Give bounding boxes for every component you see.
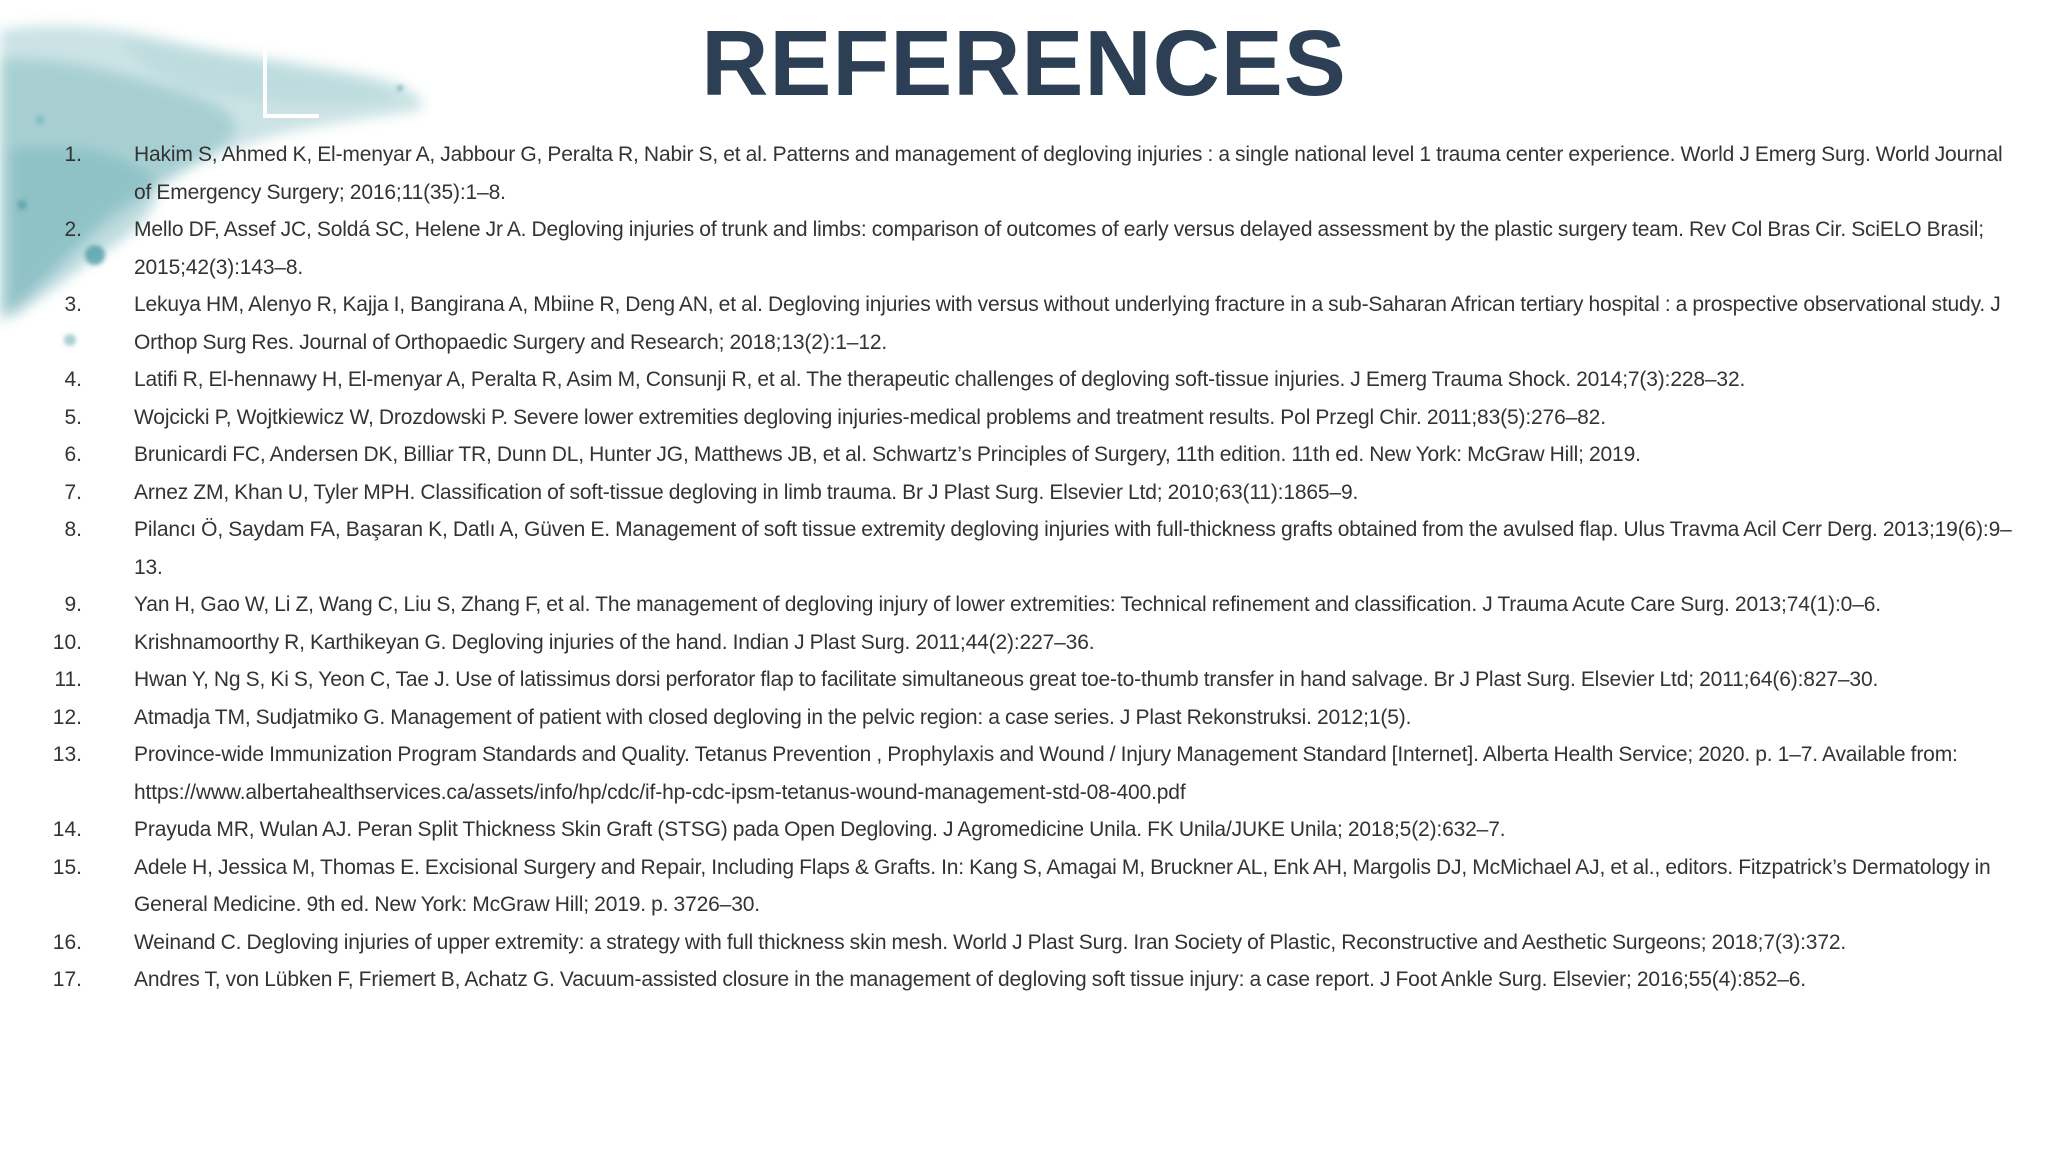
reference-item — [0, 924, 2048, 962]
reference-number: 8. — [64, 518, 82, 541]
reference-text: Wojcicki P, Wojtkiewicz W, Drozdowski P. Severe lower extremities degloving injuries-medical problems and treatment results. Pol Przegl Chir. 2011;83(5):276–82. — [134, 405, 1606, 429]
reference-number: 5. — [64, 405, 82, 429]
reference-text: Yan H, Gao W, Li Z, Wang C, Liu S, Zhang F, et al. The management of degloving injury of lower extremities: Technical refinement and classification. J Trauma Acute Care Surg. 2013;74(1):0–6. — [134, 593, 1881, 616]
reference-item — [0, 699, 2048, 737]
reference-number: 9. — [64, 593, 82, 616]
page-title: REFERENCES — [701, 11, 1347, 115]
reference-text: Latifi R, El-hennawy H, El-menyar A, Peralta R, Asim M, Consunji R, et al. The therapeutic challenges of degloving soft-tissue injuries. J Emerg Trauma Shock. 2014;7(3):228–32. — [134, 368, 1746, 391]
reference-item — [0, 624, 2048, 662]
reference-number: 11. — [54, 668, 82, 691]
reference-number: 3. — [64, 293, 82, 316]
reference-item — [0, 136, 2048, 211]
reference-number: 7. — [64, 480, 82, 504]
reference-item — [0, 661, 2048, 699]
reference-item — [0, 474, 2048, 512]
reference-text: Weinand C. Degloving injuries of upper extremity: a strategy with full thickness skin mesh. World J Plast Surg. Iran Society of Plastic, Reconstructive and Aesthetic Surgeons; 2018;7(3):372. — [134, 930, 1847, 954]
reference-number: 1. — [64, 143, 82, 166]
reference-text: Prayuda MR, Wulan AJ. Peran Split Thickness Skin Graft (STSG) pada Open Degloving. J Agromedicine Unila. FK Unila/JUKE Unila; 2018;5(2):632–7. — [134, 818, 1506, 841]
reference-text: Mello DF, Assef JC, Soldá SC, Helene Jr A. Degloving injuries of trunk and limbs: comparison of outcomes of early versus delayed assessment by the plastic surgery team. Rev Col Bras Cir. SciELO Brasil; 2015;42(3):143–8. — [134, 218, 1984, 279]
reference-number: 17. — [52, 968, 82, 991]
reference-text: Hakim S, Ahmed K, El-menyar A, Jabbour G, Peralta R, Nabir S, et al. Patterns and management of degloving injuries : a single national level 1 trauma center experience. World J Emerg Surg. World Journal of Emergency Surgery; 2016;11(35):1–8. — [134, 143, 2003, 204]
reference-text: Atmadja TM, Sudjatmiko G. Management of patient with closed degloving in the pelvic region: a case series. J Plast Rekonstruksi. 2012;1(5). — [134, 705, 1412, 729]
reference-number: 4. — [64, 368, 82, 391]
reference-text: Andres T, von Lübken F, Friemert B, Achatz G. Vacuum-assisted closure in the management of degloving soft tissue injury: a case report. J Foot Ankle Surg. Elsevier; 2016;55(4):852–6. — [134, 968, 1806, 991]
reference-text: Arnez ZM, Khan U, Tyler MPH. Classification of soft-tissue degloving in limb trauma. Br J Plast Surg. Elsevier Ltd; 2010;63(11):1865–9. — [134, 480, 1359, 504]
reference-number: 13. — [52, 743, 82, 766]
reference-number: 15. — [52, 855, 82, 879]
reference-item — [0, 811, 2048, 849]
reference-text: Province-wide Immunization Program Standards and Quality. Tetanus Prevention , Prophylaxis and Wound / Injury Management Standard [Internet]. Alberta Health Service; 2020. p. 1–7. Available from: https://www.albertahealthservices.ca/assets/info/hp/cdc/if-hp-cdc-ipsm-tetanus-wound-management-std-08-400.pdf — [134, 743, 1958, 804]
reference-number: 10. — [52, 630, 82, 654]
reference-number: 6. — [64, 443, 82, 466]
reference-text: Lekuya HM, Alenyo R, Kajja I, Bangirana A, Mbiine R, Deng AN, et al. Degloving injuries with versus without underlying fracture in a sub-Saharan African tertiary hospital : a prospective observational study. J Orthop Surg Res. Journal of Orthopaedic Surgery and Research; 2018;13(2):1–12. — [134, 293, 2001, 354]
reference-text: Brunicardi FC, Andersen DK, Billiar TR, Dunn DL, Hunter JG, Matthews JB, et al. Schwartz’s Principles of Surgery, 11th edition. 11th ed. New York: McGraw Hill; 2019. — [134, 443, 1641, 466]
reference-text: Adele H, Jessica M, Thomas E. Excisional Surgery and Repair, Including Flaps & Grafts. In: Kang S, Amagai M, Bruckner AL, Enk AH, Margolis DJ, McMichael AJ, et al., editors. Fitzpatrick’s Dermatology in General Medicine. 9th ed. New York: McGraw Hill; 2019. p. 3726–30. — [134, 855, 1991, 916]
reference-text: Pilancı Ö, Saydam FA, Başaran K, Datlı A, Güven E. Management of soft tissue extremity degloving injuries with full-thickness grafts obtained from the avulsed flap. Ulus Travma Acil Cerr Derg. 2013;19(6):9–13. — [134, 518, 2012, 579]
reference-text: Hwan Y, Ng S, Ki S, Yeon C, Tae J. Use of latissimus dorsi perforator flap to facilitate simultaneous great toe-to-thumb transfer in hand salvage. Br J Plast Surg. Elsevier Ltd; 2011;64(6):827–30. — [134, 668, 1879, 691]
reference-item — [0, 736, 2048, 811]
reference-item — [0, 849, 2048, 924]
reference-number: 12. — [52, 705, 82, 729]
reference-item — [0, 361, 2048, 399]
reference-item — [0, 211, 2048, 286]
reference-item — [0, 961, 2048, 999]
reference-item — [0, 586, 2048, 624]
reference-number: 16. — [52, 930, 82, 954]
reference-item — [0, 511, 2048, 586]
reference-item — [0, 436, 2048, 474]
reference-number: 2. — [64, 218, 82, 241]
reference-item — [0, 399, 2048, 437]
reference-text: Krishnamoorthy R, Karthikeyan G. Degloving injuries of the hand. Indian J Plast Surg. 2011;44(2):227–36. — [134, 630, 1095, 654]
reference-item — [0, 286, 2048, 361]
reference-list — [0, 136, 2048, 999]
reference-number: 14. — [52, 818, 82, 841]
